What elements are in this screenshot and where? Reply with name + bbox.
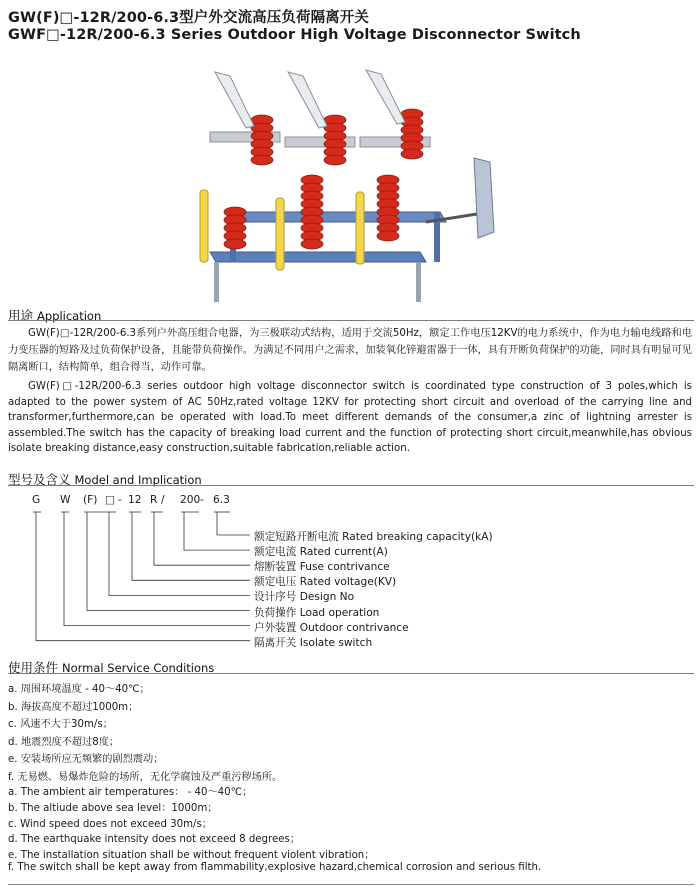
bottom-divider (8, 884, 694, 885)
legend-connector (132, 512, 250, 580)
model-code-char: - (200, 494, 204, 506)
legend-connector (217, 512, 250, 535)
condition-item-en: a. The ambient air temperatures： - 40～40℃； (8, 787, 253, 798)
application-text-en: GW(F)□-12R/200-6.3 series outdoor high voltage disconnector switch is coordinated type construction of 3 poles,which is adapted to the power system of AC 50Hz,rated voltage 12KV for protecting short circuit and overload of the carrying line and transformer,furthermore,can be operated with load.To meet different demands of the consumer,a zinc of lightning arrester is assembled.The switch has the capacity of breaking load current and the function of protecting short circuit,meanwhile,has obvious isolate breaking distance,easy construction,suitable fabrication,reliable action. (8, 381, 692, 454)
condition-item-en: c. Wind speed does not exceed 30m/s； (8, 818, 212, 830)
condition-item-en: b. The altiude above sea level：1000m； (8, 802, 218, 814)
model-code-char: R (150, 494, 158, 506)
model-legend-item: 额定电流 Rated current(A) (254, 546, 388, 559)
model-code-char: 6.3 (213, 494, 230, 506)
condition-item-en: f. The switch shall be kept away from flammability,explosive hazard,chemical corrosion and serious filth. (8, 862, 542, 873)
model-code-char: 12 (128, 494, 142, 506)
conditions-divider (8, 673, 694, 674)
condition-item-en: e. The installation situation shall be without frequent violent vibration； (8, 850, 375, 862)
legend-connector (109, 512, 250, 595)
model-legend-item: 负荷操作 Load operation (254, 606, 380, 619)
model-code-char: - (118, 494, 122, 506)
model-legend-item: 户外装置 Outdoor contrivance (254, 621, 409, 634)
model-code-char: G (32, 494, 41, 506)
model-heading-cn: 型号及含义 (8, 472, 71, 487)
model-code-char: / (161, 494, 165, 506)
model-legend-item: 隔离开关 Isolate switch (254, 636, 373, 649)
application-heading-cn: 用途 (8, 308, 34, 323)
model-legend-item: 额定电压 Rated voltage(KV) (254, 576, 397, 589)
legend-connector (36, 512, 250, 641)
condition-item-en: d. The earthquake intensity does not exceed 8 degrees； (8, 834, 301, 846)
conditions-heading-cn: 使用条件 (8, 660, 59, 675)
conditions-heading-en: Normal Service Conditions (62, 661, 215, 675)
title-chinese: GW(F)□-12R/200-6.3型户外交流高压负荷隔离开关 (8, 10, 369, 26)
model-legend-item: 熔断装置 Fuse contrivance (254, 561, 390, 574)
condition-item-cn: e. 安装场所应无频繁的剧烈震动； (8, 754, 164, 766)
condition-item-cn: c. 风速不大于30m/s； (8, 719, 113, 731)
condition-item-cn: f. 无易燃、易爆炸危险的场所，无化学腐蚀及严重污秽场所。 (8, 772, 283, 783)
legend-connector (154, 512, 250, 565)
title-english: GWF□-12R/200-6.3 Series Outdoor High Voltage Disconnector Switch (8, 27, 581, 43)
condition-item-cn: a. 周围环境温度 - 40～40℃； (8, 684, 150, 695)
model-code-char: W (60, 494, 71, 506)
condition-item-cn: b. 海拔高度不超过1000m； (8, 701, 139, 713)
model-legend-item: 设计序号 Design No (254, 591, 355, 604)
model-code-char: □ (105, 494, 116, 506)
application-text-cn: GW(F)□-12R/200-6.3系列户外高压组合电器，为三极联动式结构，适用于交流50Hz，额定工作电压12KV的电力系统中，作为电力输电线路和电力变压器的短路及过负荷保护设备，且能带负荷操作。为满足不同用户之需求，加装氧化锌避雷器于一体，具有开断负荷保护的功能，同时具有明显可见隔离断口，结构简单，组合得当，动作可靠。 (8, 328, 692, 373)
legend-connector (64, 512, 250, 626)
model-legend-item: 额定短路开断电流 Rated breaking capacity(kA) (254, 531, 493, 543)
application-heading-en: Application (37, 309, 102, 323)
model-code-char: 200 (180, 494, 201, 506)
model-heading-en: Model and Implication (74, 473, 202, 487)
condition-item-cn: d. 地震烈度不超过8度； (8, 736, 120, 748)
model-code-char: (F) (83, 494, 98, 506)
